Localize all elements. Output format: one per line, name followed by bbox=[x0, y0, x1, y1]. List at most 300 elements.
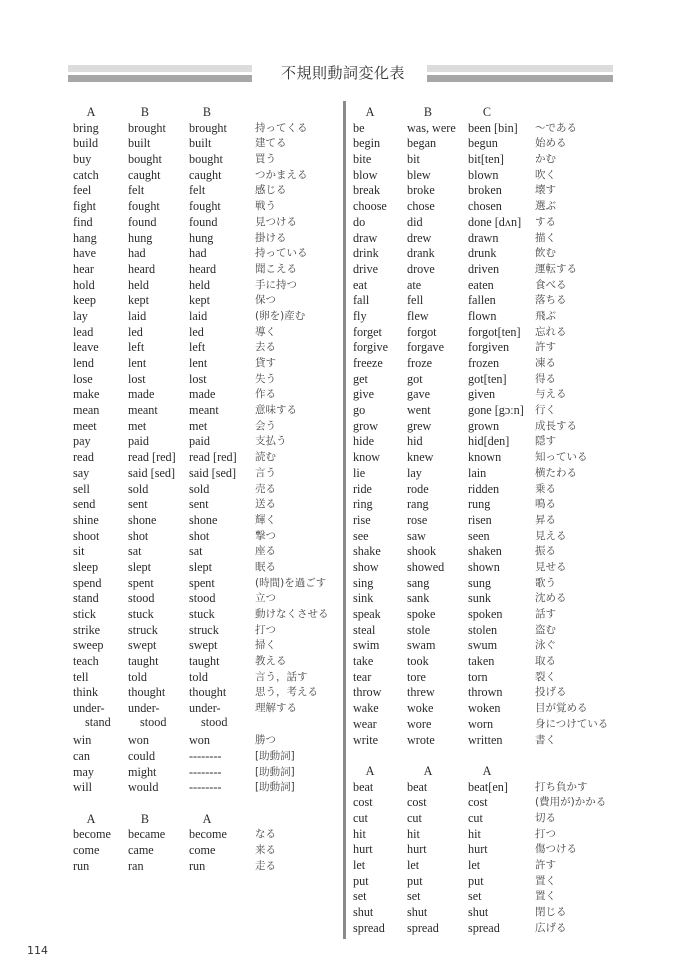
participle-form: spent bbox=[189, 575, 215, 590]
verb-row bbox=[353, 733, 633, 749]
base-form: drink bbox=[353, 246, 379, 261]
page-number: 114 bbox=[27, 944, 48, 957]
participle-form: known bbox=[468, 450, 502, 465]
base-form: fall bbox=[353, 293, 370, 308]
base-form: speak bbox=[353, 607, 381, 621]
verb-row bbox=[353, 215, 633, 231]
participle-form: spoken bbox=[468, 607, 503, 621]
participle-form: fallen bbox=[468, 293, 496, 308]
verb-row bbox=[73, 340, 341, 356]
meaning: 始める bbox=[535, 137, 567, 150]
participle-form: held bbox=[189, 277, 210, 292]
base-form: hang bbox=[73, 230, 97, 245]
participle-form: left bbox=[189, 340, 206, 355]
past-form: shut bbox=[407, 905, 428, 920]
participle-form: said [sed] bbox=[189, 465, 237, 480]
base-form: lead bbox=[73, 324, 94, 339]
past-form: swept bbox=[128, 638, 157, 653]
past-form: did bbox=[407, 214, 423, 229]
past-form: began bbox=[407, 136, 437, 151]
base-form: mean bbox=[73, 403, 100, 418]
meaning: 昇る bbox=[535, 513, 556, 526]
participle-form: -------- bbox=[189, 780, 222, 795]
past-form: sent bbox=[128, 497, 148, 512]
meaning: かむ bbox=[535, 153, 556, 166]
column-header-base: A bbox=[86, 105, 96, 119]
participle-form: stuck bbox=[189, 607, 215, 621]
verb-row bbox=[353, 842, 633, 858]
base-form: will bbox=[73, 780, 92, 795]
base-form: sit bbox=[73, 544, 85, 559]
column-header-participle: B bbox=[202, 105, 212, 119]
verb-row bbox=[73, 544, 341, 560]
verb-row bbox=[73, 827, 341, 843]
participle-form: bit[ten] bbox=[468, 152, 504, 167]
meaning: (時間)を過ごす bbox=[255, 576, 327, 589]
past-form: had bbox=[128, 246, 146, 261]
participle-form: begun bbox=[468, 136, 498, 151]
base-form: ride bbox=[353, 481, 372, 496]
past-form: shot bbox=[128, 528, 149, 543]
base-form: hide bbox=[353, 434, 374, 449]
base-form: read bbox=[73, 450, 94, 465]
participle-form: sold bbox=[189, 481, 210, 496]
participle-form: forgiven bbox=[468, 340, 510, 355]
past-form: saw bbox=[407, 528, 426, 543]
base-form: say bbox=[73, 465, 90, 480]
past-form: caught bbox=[128, 167, 161, 182]
past-form: sang bbox=[407, 575, 430, 590]
meaning: 送る bbox=[255, 498, 276, 511]
participle-form: driven bbox=[468, 261, 500, 276]
meaning: 座る bbox=[255, 545, 276, 558]
meaning: 投げる bbox=[535, 686, 567, 699]
verb-row bbox=[353, 136, 633, 152]
participle-form: sent bbox=[189, 497, 209, 512]
past-form: sat bbox=[128, 544, 142, 559]
past-form-line2: stood bbox=[140, 715, 167, 730]
base-form-line1: under- bbox=[73, 701, 105, 716]
base-form: get bbox=[353, 371, 368, 386]
base-form: fly bbox=[353, 308, 367, 323]
meaning: つかまえる bbox=[255, 168, 308, 181]
past-form: found bbox=[128, 214, 157, 229]
base-form: shut bbox=[353, 905, 374, 920]
base-form: hurt bbox=[353, 842, 373, 857]
participle-form: stolen bbox=[468, 622, 498, 637]
verb-row bbox=[353, 795, 633, 811]
column-header-row bbox=[73, 812, 341, 828]
base-form: take bbox=[353, 654, 374, 669]
base-form: spend bbox=[73, 575, 102, 590]
verb-row bbox=[353, 497, 633, 513]
participle-form: slept bbox=[189, 559, 213, 574]
participle-form: shone bbox=[189, 512, 218, 527]
past-form: wore bbox=[407, 716, 432, 731]
past-form: bit bbox=[407, 152, 420, 167]
base-form: win bbox=[73, 733, 92, 748]
base-form: sleep bbox=[73, 559, 99, 574]
verb-row bbox=[353, 372, 633, 388]
base-form: write bbox=[353, 732, 379, 747]
participle-form: hid[den] bbox=[468, 434, 510, 449]
meaning: 選ぶ bbox=[535, 200, 556, 213]
participle-form: bought bbox=[189, 152, 223, 167]
past-form: spent bbox=[128, 575, 154, 590]
verb-row bbox=[353, 685, 633, 701]
meaning: 眠る bbox=[255, 560, 276, 573]
verb-row bbox=[73, 450, 341, 466]
past-form: bought bbox=[128, 152, 162, 167]
verb-row bbox=[73, 529, 341, 545]
past-form: felt bbox=[128, 183, 145, 198]
past-form: went bbox=[407, 403, 431, 418]
participle-form: sat bbox=[189, 544, 203, 559]
base-form: run bbox=[73, 858, 90, 873]
past-form: rang bbox=[407, 497, 429, 512]
past-form: knew bbox=[407, 450, 434, 465]
verb-row bbox=[73, 607, 341, 623]
participle-form: led bbox=[189, 324, 204, 339]
base-form: lend bbox=[73, 356, 94, 370]
meaning: 広げる bbox=[535, 921, 567, 934]
participle-form: beat[en] bbox=[468, 779, 508, 794]
participle-form: kept bbox=[189, 293, 210, 308]
meaning: 輝く bbox=[255, 513, 276, 526]
verb-row bbox=[73, 121, 341, 137]
meaning: 去る bbox=[255, 341, 276, 354]
base-form: come bbox=[73, 842, 100, 857]
base-form: drive bbox=[353, 261, 379, 276]
participle-form: lost bbox=[189, 371, 207, 386]
page-title: 不規則動詞変化表 bbox=[280, 64, 405, 82]
past-form: would bbox=[128, 780, 159, 795]
participle-form: woken bbox=[468, 701, 501, 716]
participle-form: done [dʌn] bbox=[468, 214, 522, 229]
participle-form: shown bbox=[468, 559, 500, 574]
past-form: hurt bbox=[407, 842, 427, 857]
base-form: hear bbox=[73, 261, 94, 276]
base-form: teach bbox=[73, 654, 99, 669]
meaning: 打つ bbox=[535, 827, 556, 840]
past-form: took bbox=[407, 654, 429, 669]
base-form: find bbox=[73, 214, 93, 229]
verb-row bbox=[73, 199, 341, 215]
verb-row bbox=[353, 466, 633, 482]
meaning: ～である bbox=[535, 121, 577, 134]
verb-row bbox=[73, 372, 341, 388]
title-bar-left-dark bbox=[68, 75, 252, 82]
verb-row bbox=[353, 560, 633, 576]
meaning: (卵を)産む bbox=[255, 309, 306, 322]
participle-form: had bbox=[189, 246, 207, 261]
verb-row bbox=[73, 262, 341, 278]
column-header-row bbox=[73, 105, 341, 121]
meaning: 書く bbox=[535, 733, 556, 746]
column-header-participle: A bbox=[482, 763, 492, 778]
meaning: 売る bbox=[255, 482, 276, 495]
verb-row bbox=[353, 513, 633, 529]
base-form: let bbox=[353, 858, 366, 872]
meaning: 理解する bbox=[255, 702, 297, 715]
participle-form: flown bbox=[468, 308, 497, 323]
past-form: set bbox=[407, 889, 421, 904]
participle-form: given bbox=[468, 387, 496, 402]
column-header-base: A bbox=[365, 763, 375, 778]
verb-row bbox=[73, 403, 341, 419]
meaning: 与える bbox=[535, 388, 567, 401]
base-form: may bbox=[73, 764, 94, 779]
verb-row bbox=[353, 889, 633, 905]
participle-form: meant bbox=[189, 403, 219, 418]
base-form: sing bbox=[353, 575, 374, 590]
meaning: 買う bbox=[255, 153, 276, 166]
verb-row bbox=[353, 325, 633, 341]
participle-form: shut bbox=[468, 905, 489, 920]
past-form: got bbox=[407, 371, 423, 386]
base-form: have bbox=[73, 246, 97, 261]
base-form: wear bbox=[353, 716, 377, 731]
past-form: ate bbox=[407, 277, 422, 292]
participle-form: swept bbox=[189, 638, 218, 653]
participle-form: taught bbox=[189, 654, 220, 669]
past-form: chose bbox=[407, 199, 435, 214]
base-form: beat bbox=[353, 779, 374, 794]
base-form: lose bbox=[73, 371, 93, 386]
past-form: kept bbox=[128, 293, 149, 308]
group-spacer bbox=[353, 748, 633, 764]
verb-row bbox=[73, 309, 341, 325]
meaning: 感じる bbox=[255, 184, 287, 197]
verb-row bbox=[353, 340, 633, 356]
verb-row bbox=[73, 701, 341, 733]
meaning: する bbox=[535, 215, 556, 228]
past-form: forgave bbox=[407, 340, 444, 355]
participle-form: laid bbox=[189, 308, 208, 323]
verb-row bbox=[353, 654, 633, 670]
past-form: meant bbox=[128, 403, 158, 418]
meaning: 許す bbox=[535, 859, 556, 871]
column-header-base: A bbox=[365, 105, 375, 119]
past-form: put bbox=[407, 873, 423, 888]
right-verb-table bbox=[353, 105, 633, 936]
title-bar-left-light bbox=[68, 65, 252, 72]
meaning: 打ち負かす bbox=[535, 780, 588, 793]
meaning: 得る bbox=[535, 372, 556, 385]
verb-row bbox=[73, 246, 341, 262]
base-form: wake bbox=[353, 701, 379, 716]
verb-row bbox=[73, 623, 341, 639]
meaning: 戦う bbox=[255, 200, 276, 213]
past-form: sank bbox=[407, 591, 430, 606]
participle-form: risen bbox=[468, 512, 492, 527]
meaning: 動けなくさせる bbox=[255, 608, 329, 620]
column-header-participle: A bbox=[202, 811, 212, 826]
verb-row bbox=[353, 544, 633, 560]
participle-form: shaken bbox=[468, 544, 502, 559]
participle-form: put bbox=[468, 873, 484, 888]
meaning: 勝つ bbox=[255, 734, 276, 747]
verb-row bbox=[353, 356, 633, 372]
past-form: taught bbox=[128, 654, 159, 669]
past-form: broke bbox=[407, 183, 435, 198]
meaning: 身につけている bbox=[535, 717, 609, 730]
base-form: know bbox=[353, 450, 381, 465]
column-header-row bbox=[353, 105, 633, 121]
participle-form: hung bbox=[189, 230, 214, 245]
column-header-past: B bbox=[423, 105, 433, 119]
meaning: 建てる bbox=[255, 137, 287, 150]
verb-row bbox=[73, 434, 341, 450]
participle-form: found bbox=[189, 214, 218, 229]
base-form: feel bbox=[73, 183, 92, 198]
base-form: break bbox=[353, 183, 381, 198]
past-form: forgot bbox=[407, 324, 437, 339]
verb-row bbox=[353, 905, 633, 921]
meaning: 来る bbox=[255, 843, 276, 856]
past-form: woke bbox=[407, 701, 434, 716]
meaning: [助動詞] bbox=[255, 781, 295, 794]
meaning: 見える bbox=[535, 529, 567, 542]
participle-form: seen bbox=[468, 528, 490, 543]
past-form: brought bbox=[128, 120, 166, 135]
meaning: 置く bbox=[535, 890, 556, 903]
verb-row bbox=[353, 434, 633, 450]
participle-form: ridden bbox=[468, 481, 500, 496]
meaning: 乗る bbox=[535, 482, 556, 495]
participle-form: forgot[ten] bbox=[468, 324, 521, 339]
verb-row bbox=[73, 765, 341, 781]
verb-row bbox=[73, 576, 341, 592]
past-form: became bbox=[128, 827, 166, 842]
verb-row bbox=[353, 387, 633, 403]
verb-row bbox=[73, 780, 341, 796]
past-form: told bbox=[128, 669, 147, 684]
verb-row bbox=[353, 591, 633, 607]
meaning: 盗む bbox=[535, 623, 556, 636]
participle-form: heard bbox=[189, 261, 217, 276]
participle-form: struck bbox=[189, 622, 219, 637]
past-form: threw bbox=[407, 685, 435, 700]
verb-row bbox=[73, 859, 341, 875]
verb-row bbox=[73, 560, 341, 576]
column-divider bbox=[343, 101, 346, 939]
column-header-past: B bbox=[140, 811, 150, 826]
past-form: lent bbox=[128, 356, 147, 370]
participle-form: caught bbox=[189, 167, 222, 182]
participle-form: paid bbox=[189, 434, 210, 449]
base-form: show bbox=[353, 559, 379, 574]
participle-form: read [red] bbox=[189, 450, 237, 465]
verb-row bbox=[73, 419, 341, 435]
participle-form: taken bbox=[468, 654, 495, 669]
participle-form: come bbox=[189, 842, 216, 857]
base-form: pay bbox=[73, 434, 91, 449]
past-form: spoke bbox=[407, 607, 436, 621]
base-form-line2: stand bbox=[85, 715, 111, 730]
column-header-participle: C bbox=[482, 105, 492, 119]
participle-form: frozen bbox=[468, 356, 500, 370]
past-form: wrote bbox=[407, 732, 435, 747]
meaning: 教える bbox=[255, 655, 287, 668]
meaning: 行く bbox=[535, 404, 556, 417]
past-form: met bbox=[128, 418, 147, 433]
past-form: beat bbox=[407, 779, 428, 794]
participle-form: thrown bbox=[468, 685, 503, 700]
participle-form: lain bbox=[468, 465, 487, 480]
meaning: 泳ぐ bbox=[535, 639, 556, 652]
base-form: send bbox=[73, 497, 96, 512]
meaning: 許す bbox=[535, 341, 556, 354]
group-spacer bbox=[73, 796, 341, 812]
base-form: shoot bbox=[73, 528, 100, 543]
meaning: 取る bbox=[535, 655, 556, 668]
participle-form: worn bbox=[468, 716, 494, 731]
meaning: 見せる bbox=[535, 560, 567, 573]
meaning: 目が覚める bbox=[535, 702, 588, 715]
base-form: draw bbox=[353, 230, 378, 245]
base-form: grow bbox=[353, 418, 379, 433]
meaning: 走る bbox=[255, 859, 276, 872]
base-form: begin bbox=[353, 136, 381, 151]
past-form: hid bbox=[407, 434, 423, 449]
base-form: strike bbox=[73, 622, 101, 637]
meaning: 会う bbox=[255, 419, 276, 432]
past-form: stood bbox=[128, 591, 155, 606]
participle-form: built bbox=[189, 136, 212, 151]
meaning: 横たわる bbox=[535, 466, 577, 479]
base-form: bring bbox=[73, 120, 99, 135]
meaning: 忘れる bbox=[535, 325, 567, 338]
past-form: paid bbox=[128, 434, 149, 449]
base-form: become bbox=[73, 827, 111, 842]
participle-form: sunk bbox=[468, 591, 492, 606]
base-form: fight bbox=[73, 199, 97, 214]
participle-form: -------- bbox=[189, 748, 222, 763]
meaning: 歌う bbox=[535, 576, 556, 589]
past-form: made bbox=[128, 387, 155, 402]
participle-form: got[ten] bbox=[468, 371, 507, 386]
verb-row bbox=[73, 843, 341, 859]
meaning: 切る bbox=[535, 811, 556, 824]
left-verb-table bbox=[73, 105, 341, 874]
verb-row bbox=[353, 607, 633, 623]
verb-row bbox=[73, 685, 341, 701]
participle-form-line2: stood bbox=[201, 715, 228, 730]
verb-row bbox=[73, 136, 341, 152]
participle-form: spread bbox=[468, 920, 500, 935]
verb-row bbox=[73, 215, 341, 231]
meaning: 飛ぶ bbox=[535, 309, 556, 322]
past-form: heard bbox=[128, 261, 156, 276]
verb-row bbox=[353, 246, 633, 262]
verb-row bbox=[73, 152, 341, 168]
column-header-base: A bbox=[86, 811, 96, 826]
verb-row bbox=[353, 168, 633, 184]
verb-row bbox=[353, 262, 633, 278]
verb-row bbox=[73, 356, 341, 372]
participle-form: swum bbox=[468, 638, 498, 653]
participle-form: stood bbox=[189, 591, 216, 606]
past-form: drove bbox=[407, 261, 435, 276]
meaning: 傷つける bbox=[535, 843, 577, 856]
base-form: lie bbox=[353, 465, 366, 480]
participle-form: made bbox=[189, 387, 216, 402]
verb-row bbox=[353, 921, 633, 937]
base-form: tear bbox=[353, 669, 372, 684]
base-form: bite bbox=[353, 152, 372, 167]
participle-form: rung bbox=[468, 497, 491, 512]
